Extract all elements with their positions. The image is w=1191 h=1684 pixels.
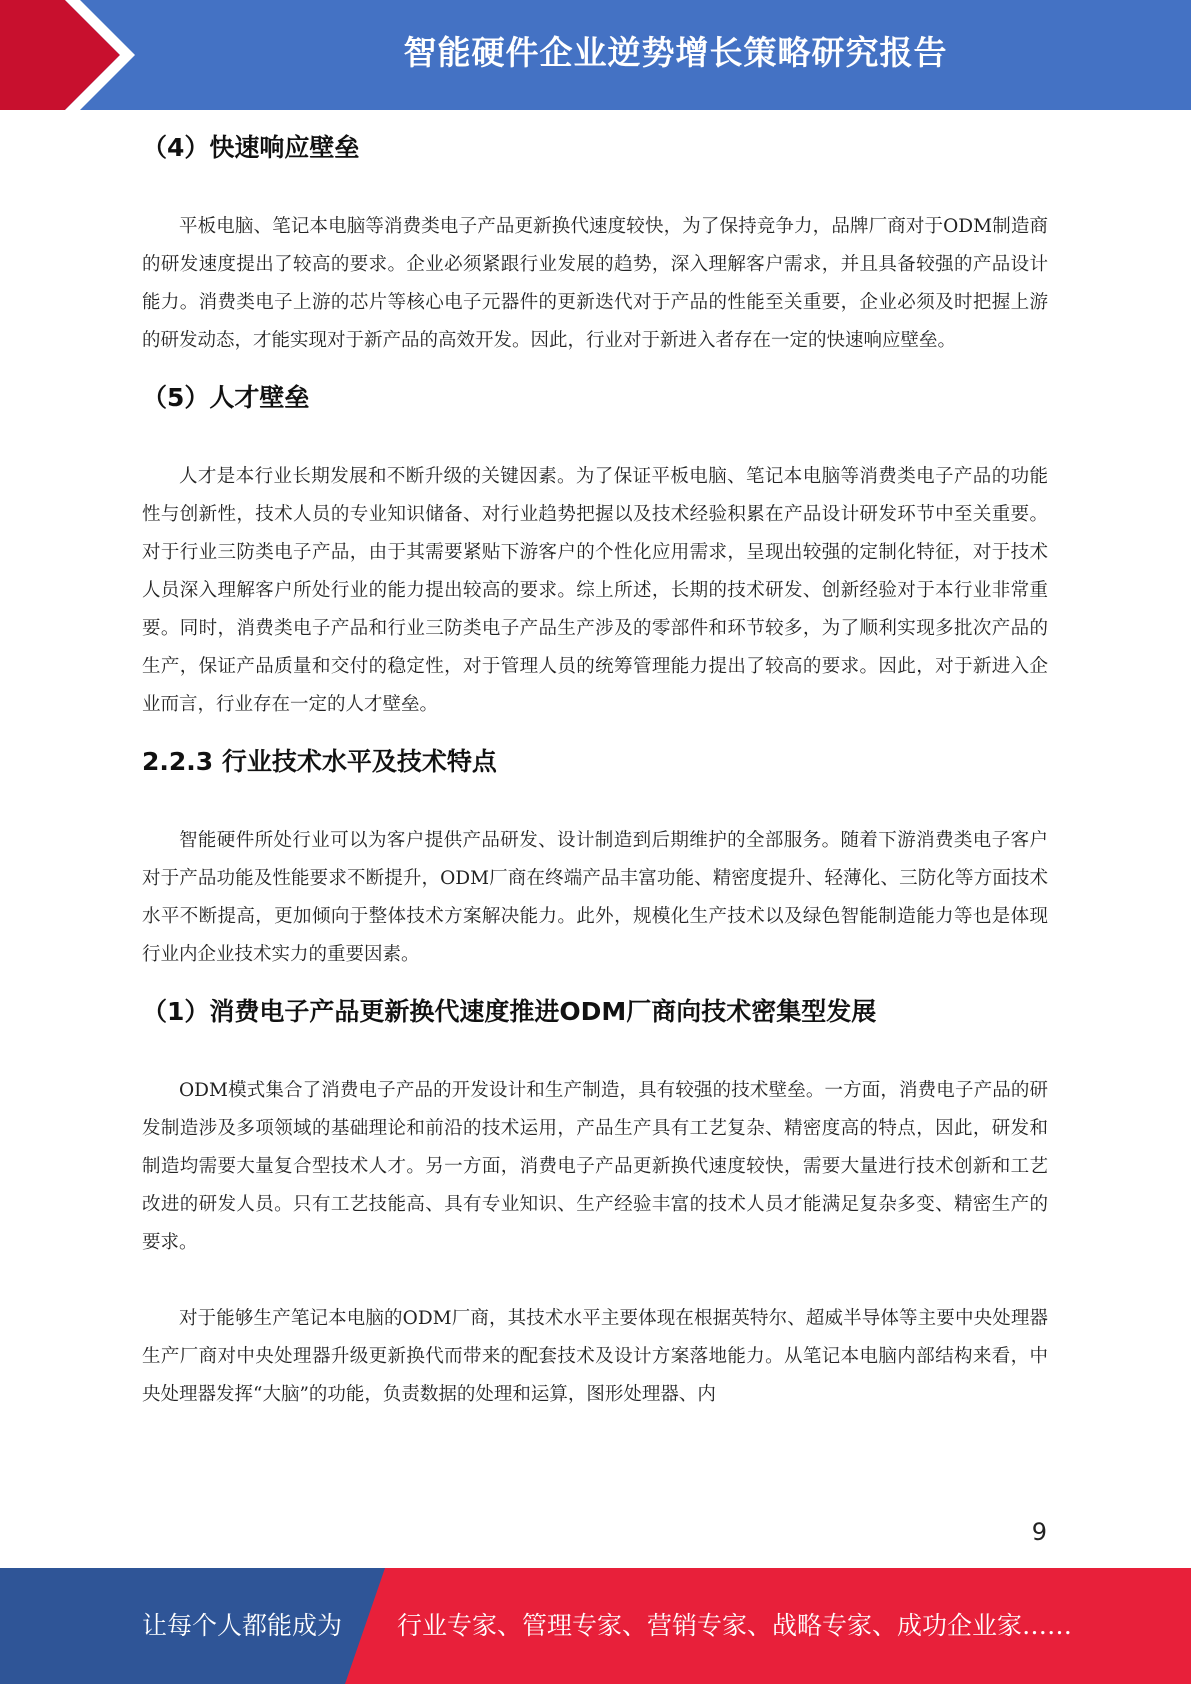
- page-header: [0, 0, 1191, 110]
- body-paragraph: 智能硬件所处行业可以为客户提供产品研发、设计制造到后期维护的全部服务。随着下游消费类电子客户对于产品功能及性能要求不断提升，ODM厂商在终端产品丰富功能、精密度提升、轻薄化、三防化等方面技术水平不断提高，更加倾向于整体技术方案解决能力。此外，规模化生产技术以及绿色智能制造能力等也是体现行业内企业技术实力的重要因素。: [142, 830, 1048, 965]
- body-paragraph: 人才是本行业长期发展和不断升级的关键因素。为了保证平板电脑、笔记本电脑等消费类电子产品的功能性与创新性，技术人员的专业知识储备、对行业趋势把握以及技术经验积累在产品设计研发环节中至关重要。对于行业三防类电子产品，由于其需要紧贴下游客户的个性化应用需求，呈现出较强的定制化特征，对于技术人员深入理解客户所处行业的能力提出较高的要求。综上所述，长期的技术研发、创新经验对于本行业非常重要。同时，消费类电子产品和行业三防类电子产品生产涉及的零部件和环节较多，为了顺利实现多批次产品的生产，保证产品质量和交付的稳定性，对于管理人员的统筹管理能力提出了较高的要求。因此，对于新进入企业而言，行业存在一定的人才壁垒。: [142, 466, 1048, 715]
- page-number: 9: [1031, 1518, 1047, 1546]
- body-paragraph: 对于能够生产笔记本电脑的ODM厂商，其技术水平主要体现在根据英特尔、超威半导体等主要中央处理器生产厂商对中央处理器升级更新换代而带来的配套技术及设计方案落地能力。从笔记本电脑内部结构来看，中央处理器发挥“大脑”的功能，负责数据的处理和运算，图形处理器、内: [142, 1308, 1048, 1405]
- section-heading: （4）快速响应壁垒: [142, 133, 360, 162]
- section-heading: （1）消费电子产品更新换代速度推进ODM厂商向技术密集型发展: [142, 997, 877, 1026]
- footer-slogan-left: 让每个人都能成为: [142, 1611, 343, 1640]
- report-title: 智能硬件企业逆势增长策略研究报告: [403, 33, 948, 72]
- page-footer: [0, 1568, 1191, 1684]
- body-paragraph: ODM模式集合了消费电子产品的开发设计和生产制造，具有较强的技术壁垒。一方面，消费电子产品的研发制造涉及多项领域的基础理论和前沿的技术运用，产品生产具有工艺复杂、精密度高的特点，因此，研发和制造均需要大量复合型技术人才。另一方面，消费电子产品更新换代速度较快，需要大量进行技术创新和工艺改进的研发人员。只有工艺技能高、具有专业知识、生产经验丰富的技术人员才能满足复杂多变、精密生产的要求。: [142, 1080, 1048, 1253]
- page-content: [142, 110, 1048, 1414]
- header-chevron-icon: [0, 0, 160, 110]
- footer-slogan-right: 行业专家、管理专家、营销专家、战略专家、成功企业家……: [397, 1611, 1073, 1640]
- section-heading: 2.2.3 行业技术水平及技术特点: [142, 747, 497, 776]
- section-heading: （5）人才壁垒: [142, 383, 310, 412]
- body-paragraph: 平板电脑、笔记本电脑等消费类电子产品更新换代速度较快，为了保持竞争力，品牌厂商对于ODM制造商的研发速度提出了较高的要求。企业必须紧跟行业发展的趋势，深入理解客户需求，并且具备较强的产品设计能力。消费类电子上游的芯片等核心电子元器件的更新迭代对于产品的性能至关重要，企业必须及时把握上游的研发动态，才能实现对于新产品的高效开发。因此，行业对于新进入者存在一定的快速响应壁垒。: [142, 216, 1048, 351]
